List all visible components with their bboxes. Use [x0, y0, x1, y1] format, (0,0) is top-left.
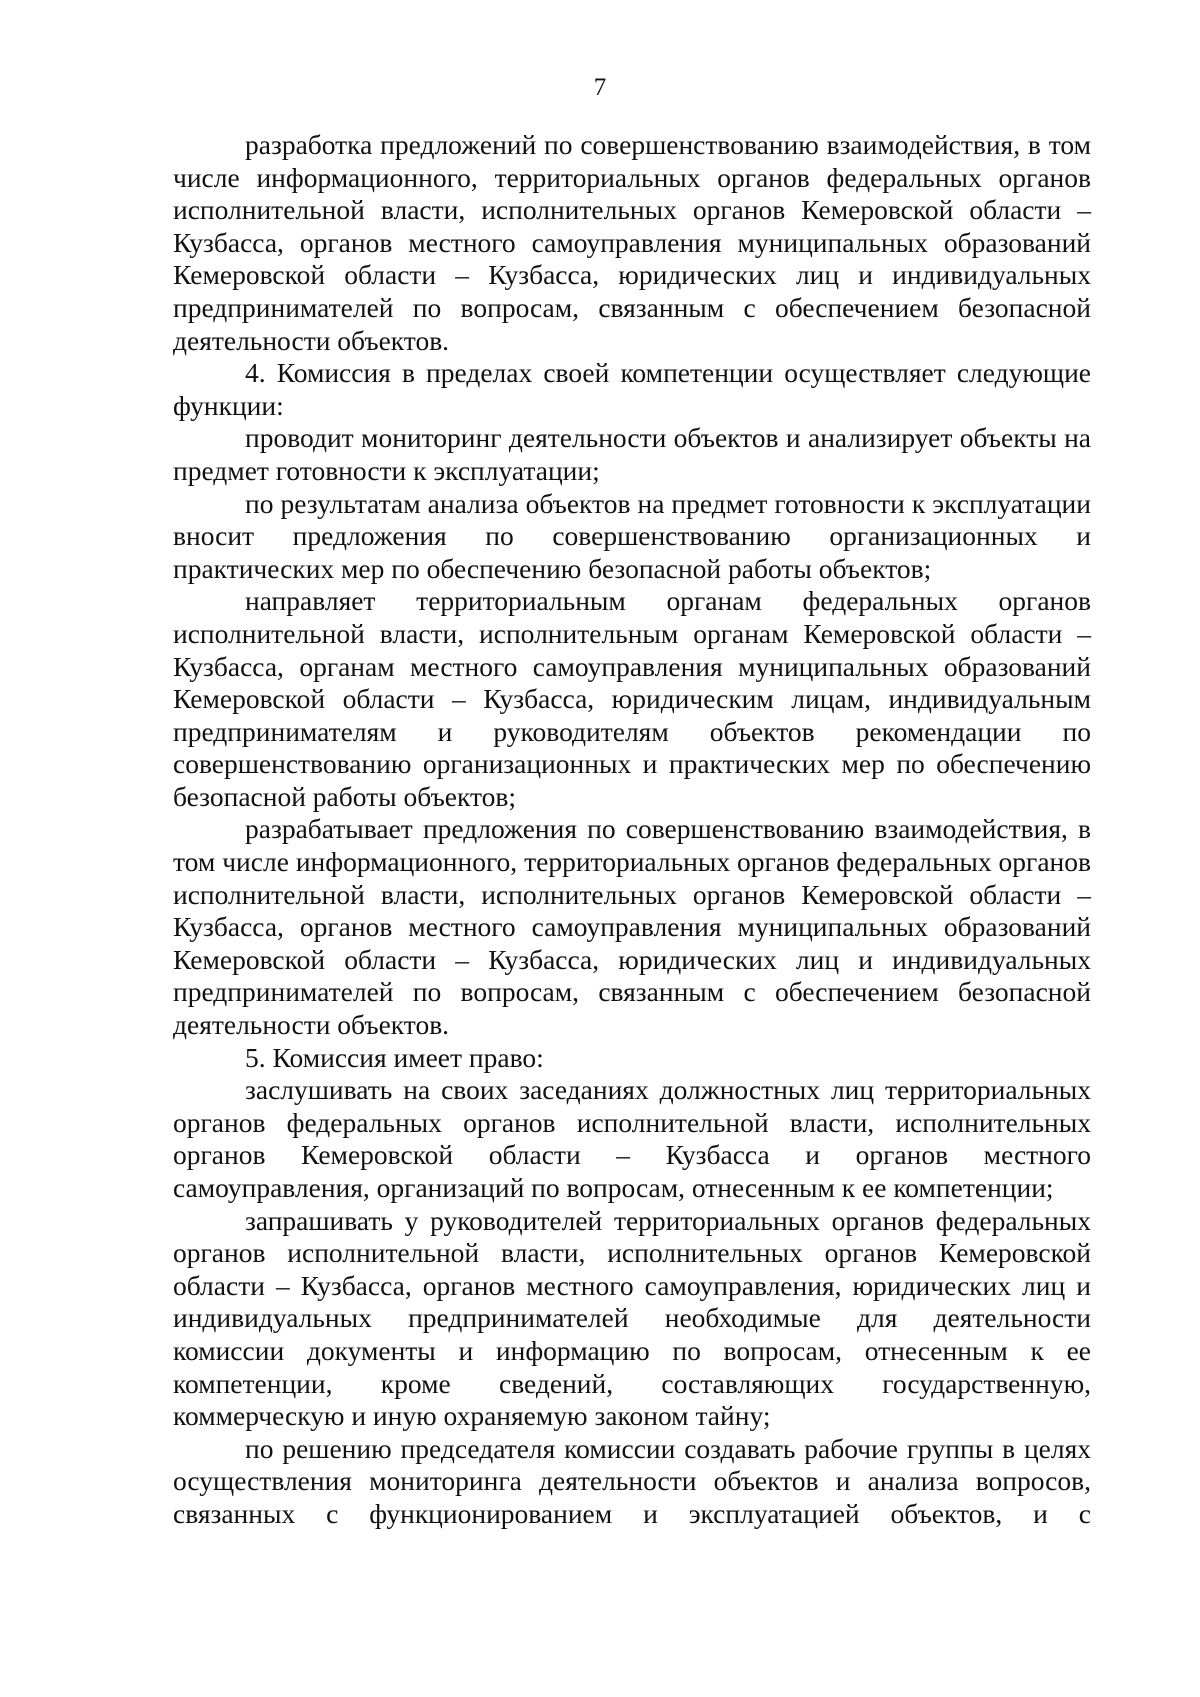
paragraph-request-documents: запрашивать у руководителей территориальных органов федеральных органов исполнительной власти, исполнительных органов Кемеровской области – Кузбасса, органов местного самоуправления, юридических лиц и индивидуальных предпринимателей необходимые для деятельности комиссии документы и информацию по вопросам, отнесенным к ее компетенции, кроме сведений, составляющих государственную, коммерческую и иную охраняемую законом тайну; [173, 1204, 1091, 1432]
document-body [173, 129, 1091, 1531]
paragraph-section-4-heading: 4. Комиссия в пределах своей компетенции осуществляет следующие функции: [173, 357, 1091, 421]
paragraph-monitoring: проводит мониторинг деятельности объектов и анализирует объекты на предмет готовности к эксплуатации; [173, 422, 1091, 486]
paragraph-working-groups: по решению председателя комиссии создавать рабочие группы в целях осуществления мониторинга деятельности объектов и анализа вопросов, связанных с функционированием и эксплуатацией объектов, и с [173, 1432, 1091, 1529]
page-number: 7 [593, 74, 607, 101]
paragraph-develops-proposals: разрабатывает предложения по совершенствованию взаимодействия, в том числе информационного, территориальных органов федеральных органов исполнительной власти, исполнительных органов Кемеровской области – Кузбасса, органов местного самоуправления муниципальных образований Кемеровской области – Кузбасса, юридических лиц и индивидуальных предпринимателей по вопросам, связанным с обеспечением безопасной деятельности объектов. [173, 813, 1091, 1041]
paragraph-recommendations: направляет территориальным органам федеральных органов исполнительной власти, исполнительным органам Кемеровской области – Кузбасса, органам местного самоуправления муниципальных образований Кемеровской области – Кузбасса, юридическим лицам, индивидуальным предпринимателям и руководителям объектов рекомендации по совершенствованию организационных и практических мер по обеспечению безопасной работы объектов; [173, 585, 1091, 812]
paragraph-analysis-results: по результатам анализа объектов на предмет готовности к эксплуатации вносит предложения по совершенствованию организационных и практических мер по обеспечению безопасной работы объектов; [173, 487, 1091, 584]
paragraph-section-5-heading: 5. Комиссия имеет право: [245, 1041, 544, 1073]
paragraph-proposals-interaction: разработка предложений по совершенствованию взаимодействия, в том числе информационного, территориальных органов федеральных органов исполнительной власти, исполнительных органов Кемеровской области – Кузбасса, органов местного самоуправления муниципальных образований Кемеровской области – Кузбасса, юридических лиц и индивидуальных предпринимателей по вопросам, связанным с обеспечением безопасной деятельности объектов. [173, 129, 1091, 356]
paragraph-hear-officials: заслушивать на своих заседаниях должностных лиц территориальных органов федеральных органов исполнительной власти, исполнительных органов Кемеровской области – Кузбасса и органов местного самоуправления, организаций по вопросам, отнесенным к ее компетенции; [173, 1074, 1091, 1203]
